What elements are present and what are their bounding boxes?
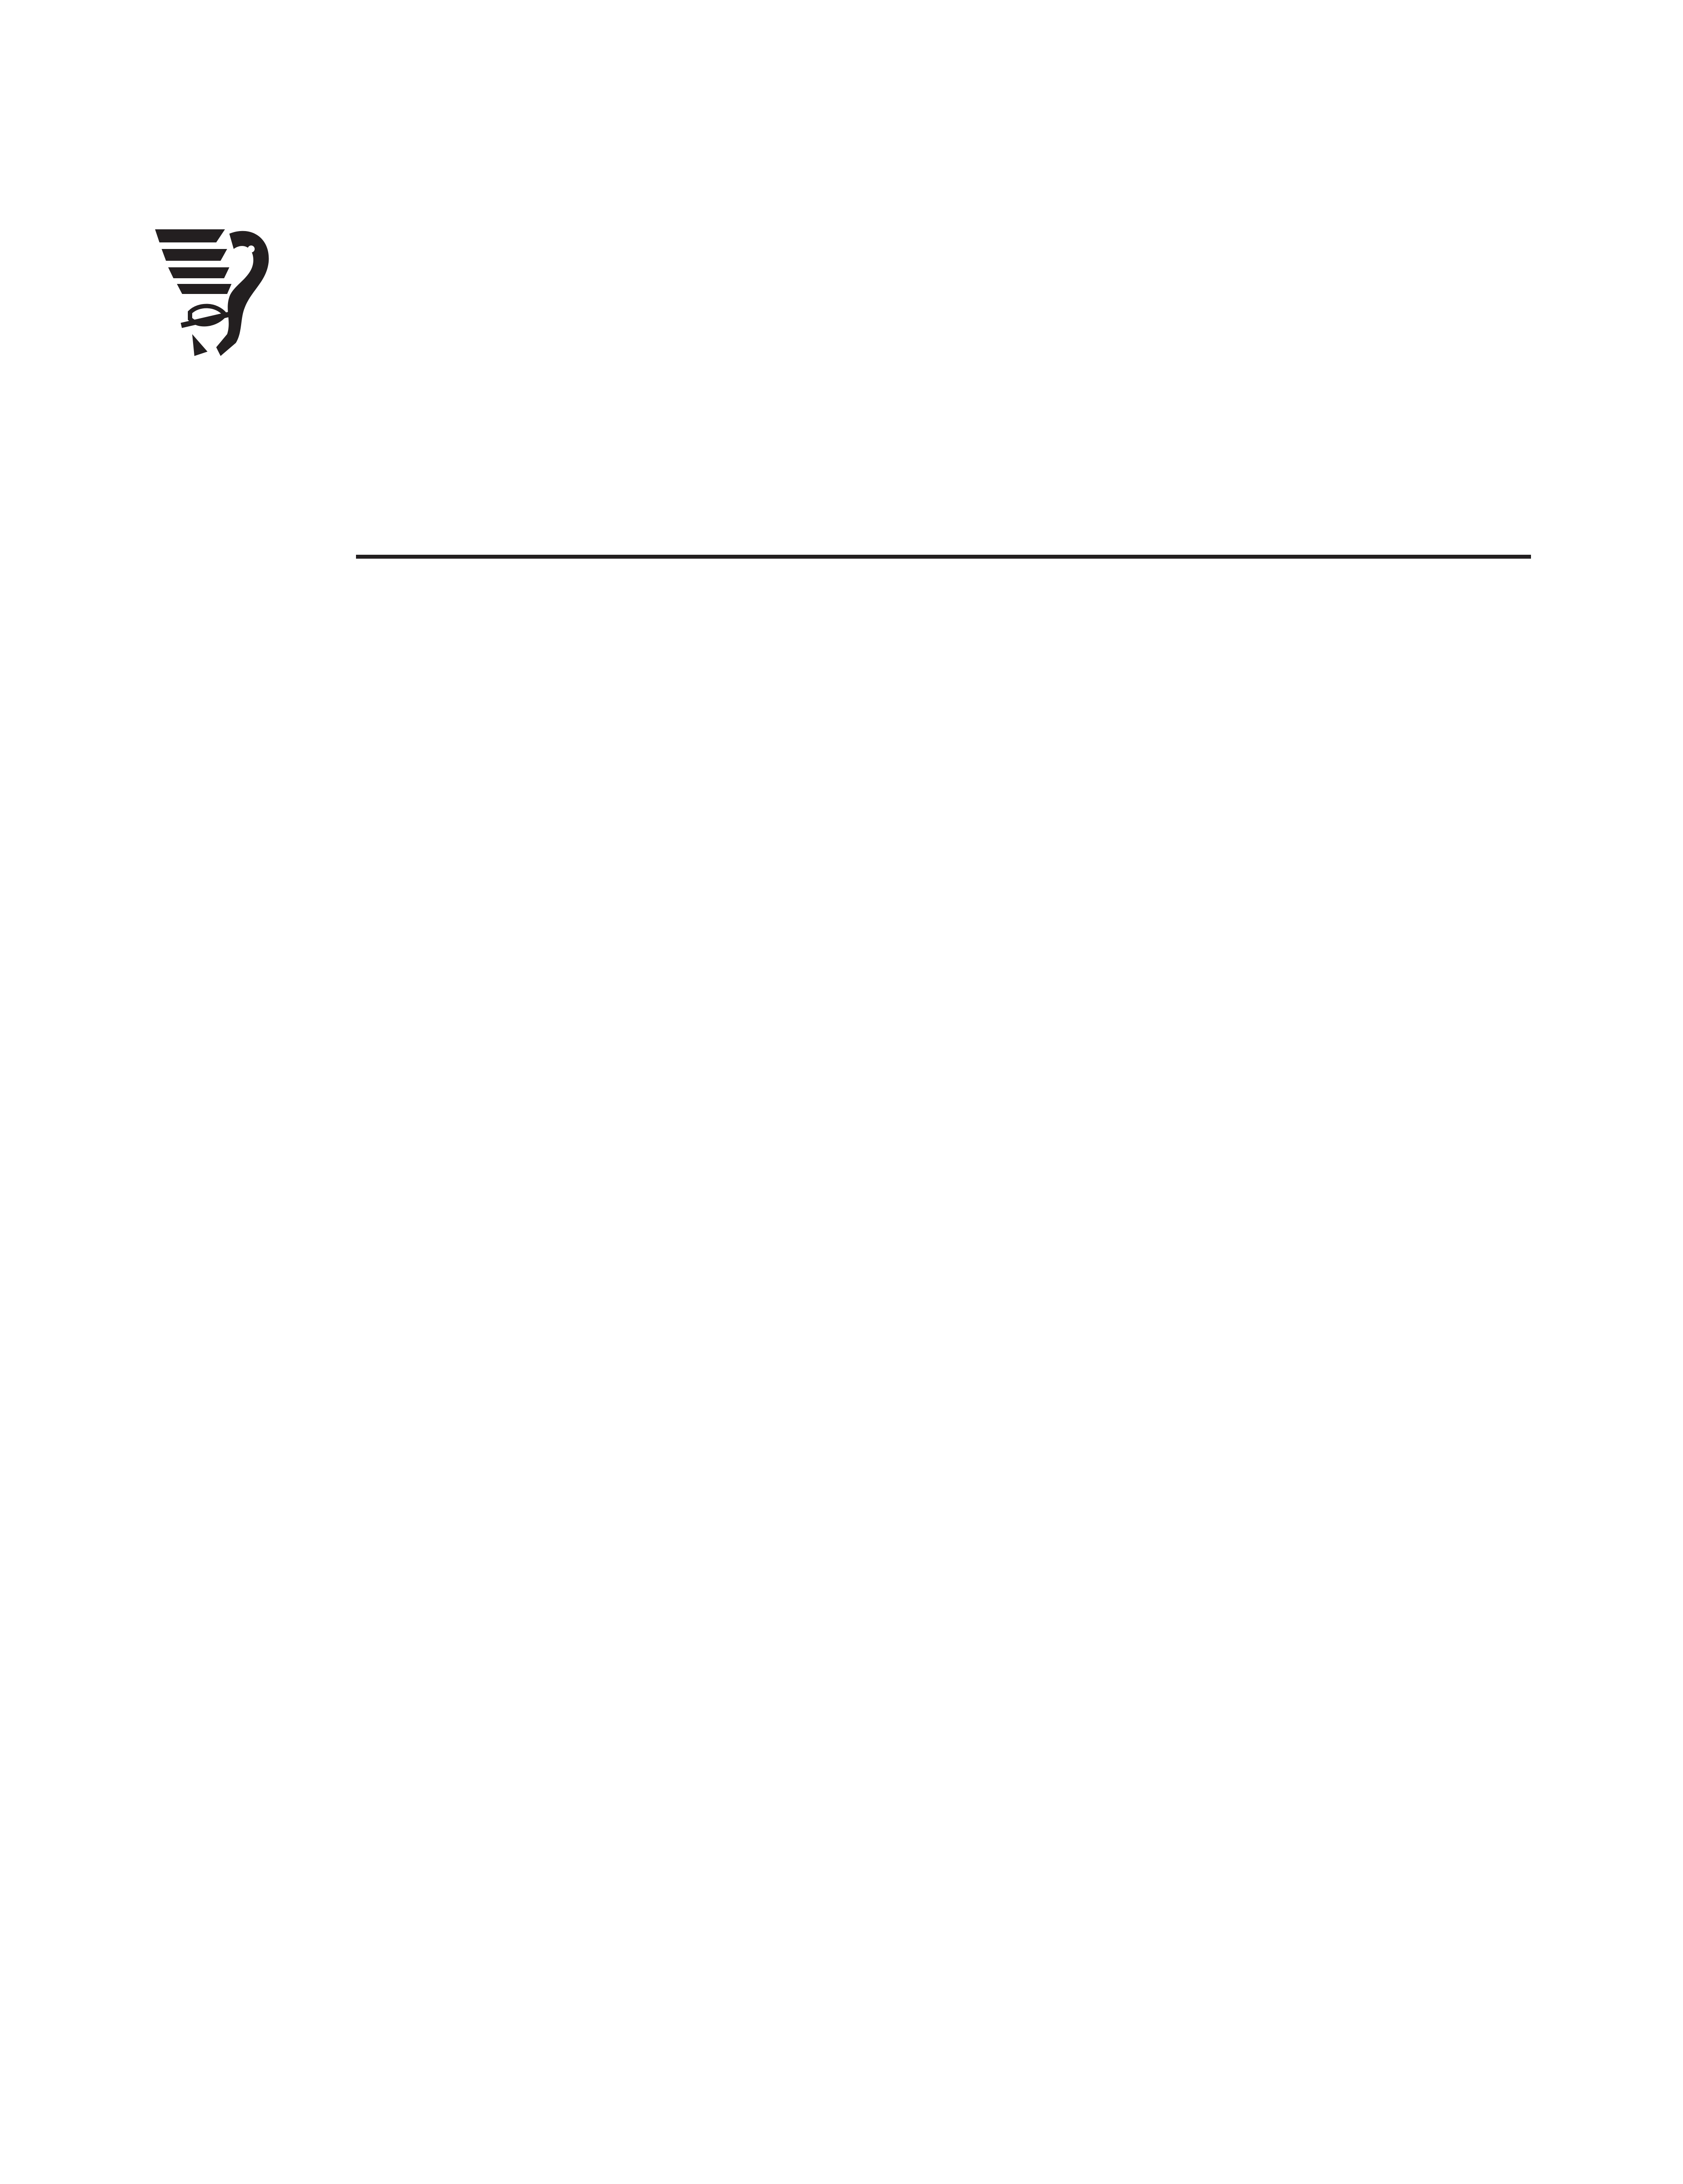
seatracker-watermark xyxy=(0,2127,1683,2184)
eagle-icon xyxy=(151,225,282,360)
contents-divider xyxy=(356,555,1531,559)
abs-logo xyxy=(151,225,500,360)
chapter-heading xyxy=(153,415,1463,463)
